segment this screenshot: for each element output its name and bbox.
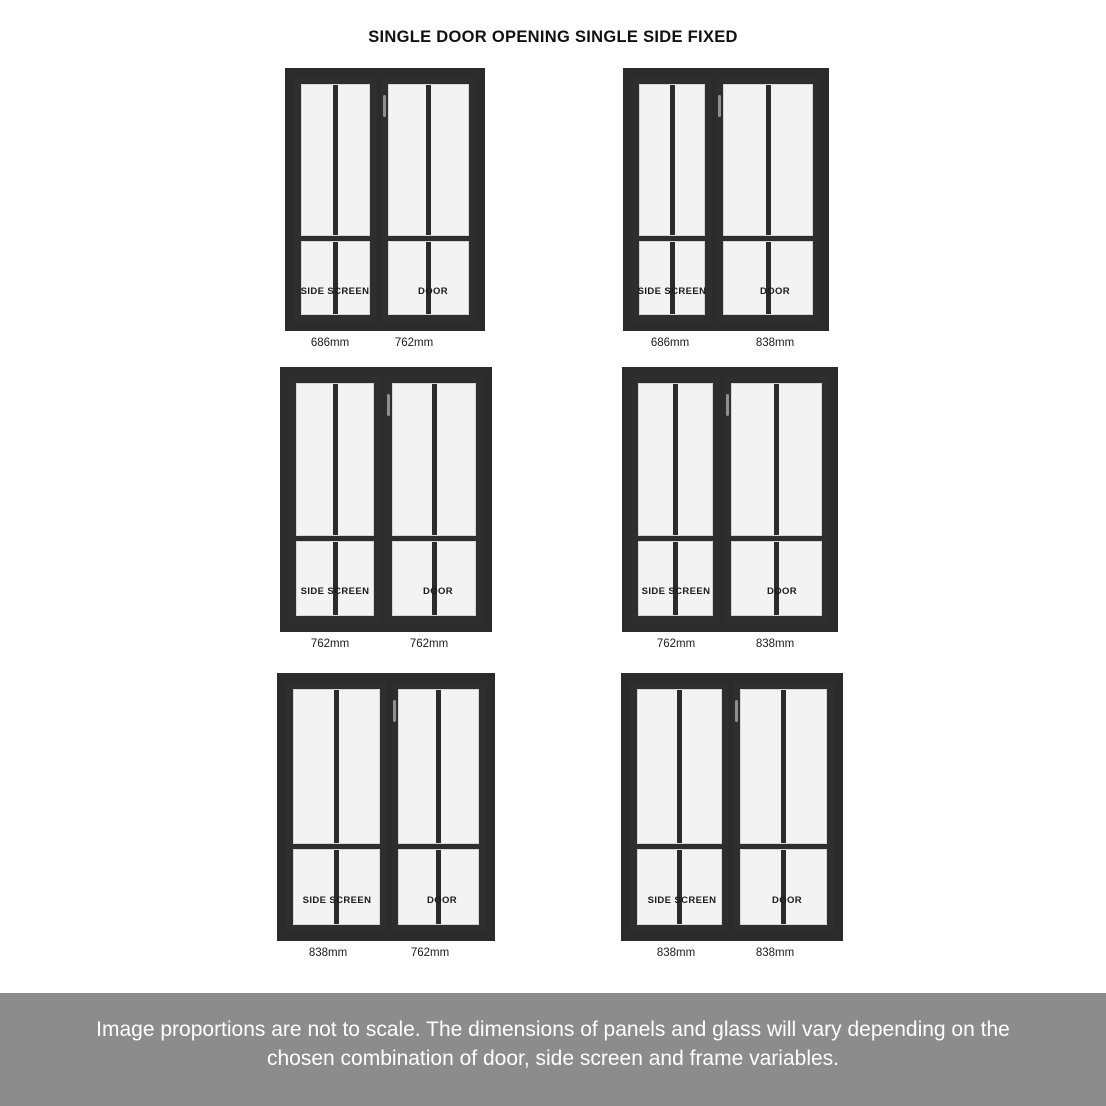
unit-6-side-screen-glass-upper [637,689,722,844]
unit-1-door-dimension: 762mm [394,337,434,349]
unit-2-door-label: DOOR [759,286,791,297]
unit-2-side-screen-glass-upper [639,84,705,236]
unit-6-side-screen-label: SIDE SCREEN [647,895,717,906]
unit-2-side-screen-glass-lower [639,241,705,315]
unit-2-mullion-3 [766,85,771,235]
unit-3-door-glass-lower [392,541,476,616]
unit-5-mullion-2 [334,850,339,924]
unit-2-door-dimension: 838mm [755,337,795,349]
unit-4-door-glass-lower [731,541,822,616]
unit-6-side-screen-glass-lower [637,849,722,925]
unit-2-mullion-2 [670,242,675,314]
door-unit-2[interactable] [620,68,832,349]
unit-1-mullion-2 [333,242,338,314]
unit-3-door-dimension: 762mm [409,638,449,650]
unit-6-mullion-3 [781,690,786,843]
unit-6-door-glass-upper [740,689,827,844]
unit-4-mullion-1 [673,384,678,535]
footer-note-text: Image proportions are not to scale. The dimensions of panels and glass will vary depending on the chosen combination of door, side screen and frame variables. [96,1018,1010,1070]
unit-1-side-screen-glass-upper [301,84,370,236]
unit-5-mullion-3 [436,690,441,843]
unit-4-door-glass-upper [731,383,822,536]
unit-2-side-screen-dimension: 686mm [650,337,690,349]
unit-4-side-screen-dimension: 762mm [656,638,696,650]
unit-6-side-screen-dimension: 838mm [656,947,696,959]
unit-5-door-handle[interactable] [393,700,396,722]
unit-6-door-label: DOOR [771,895,803,906]
door-unit-6[interactable] [619,673,845,959]
unit-4-mullion-2 [673,542,678,615]
unit-2-frame [623,68,829,331]
unit-1-mullion-1 [333,85,338,235]
unit-5-mullion-4 [436,850,441,924]
unit-5-door-glass-upper [398,689,479,844]
unit-6-mullion-2 [677,850,682,924]
unit-3-mullion-4 [432,542,437,615]
unit-3-side-screen-label: SIDE SCREEN [300,586,370,597]
unit-1-mullion-3 [426,85,431,235]
unit-2-door-glass-lower [723,241,813,315]
page-title: SINGLE DOOR OPENING SINGLE SIDE FIXED [368,28,738,46]
unit-4-frame [622,367,838,632]
unit-1-side-screen-label: SIDE SCREEN [300,286,370,297]
unit-4-door-label: DOOR [766,586,798,597]
unit-3-door-handle[interactable] [387,394,390,416]
unit-4-mullion-4 [774,542,779,615]
unit-6-frame [621,673,843,941]
unit-3-side-screen-dimension: 762mm [310,638,350,650]
unit-3-door-glass-upper [392,383,476,536]
unit-5-mullion-1 [334,690,339,843]
door-unit-5[interactable] [275,673,497,959]
unit-4-door-dimension: 838mm [755,638,795,650]
unit-1-door-handle[interactable] [383,95,386,117]
unit-4-door-handle[interactable] [726,394,729,416]
unit-2-mullion-4 [766,242,771,314]
unit-2-mullion-1 [670,85,675,235]
unit-3-side-screen-glass-upper [296,383,374,536]
unit-1-mullion-4 [426,242,431,314]
door-unit-4[interactable] [620,367,840,650]
unit-5-side-screen-label: SIDE SCREEN [302,895,372,906]
unit-5-side-screen-glass-lower [293,849,380,925]
unit-3-door-label: DOOR [422,586,454,597]
unit-5-side-screen-glass-upper [293,689,380,844]
unit-1-door-label: DOOR [417,286,449,297]
unit-5-door-label: DOOR [426,895,458,906]
unit-4-side-screen-label: SIDE SCREEN [641,586,711,597]
unit-4-side-screen-glass-upper [638,383,713,536]
unit-2-door-handle[interactable] [718,95,721,117]
unit-6-mullion-4 [781,850,786,924]
unit-4-mullion-3 [774,384,779,535]
unit-6-mullion-1 [677,690,682,843]
unit-5-frame [277,673,495,941]
unit-5-side-screen-dimension: 838mm [308,947,348,959]
unit-3-mullion-1 [333,384,338,535]
unit-1-frame [285,68,485,331]
unit-6-door-handle[interactable] [735,700,738,722]
unit-5-door-dimension: 762mm [410,947,450,959]
unit-2-side-screen-label: SIDE SCREEN [637,286,707,297]
unit-1-side-screen-glass-lower [301,241,370,315]
footer-note-bar [0,993,1106,1106]
door-unit-3[interactable] [278,367,494,650]
unit-2-door-glass-upper [723,84,813,236]
unit-6-door-dimension: 838mm [755,947,795,959]
unit-3-mullion-3 [432,384,437,535]
unit-3-mullion-2 [333,542,338,615]
unit-4-side-screen-glass-lower [638,541,713,616]
unit-3-side-screen-glass-lower [296,541,374,616]
unit-3-frame [280,367,492,632]
unit-6-door-glass-lower [740,849,827,925]
unit-1-door-glass-lower [388,241,469,315]
unit-1-side-screen-dimension: 686mm [310,337,350,349]
door-unit-1[interactable] [279,68,491,349]
unit-5-door-glass-lower [398,849,479,925]
unit-1-door-glass-upper [388,84,469,236]
